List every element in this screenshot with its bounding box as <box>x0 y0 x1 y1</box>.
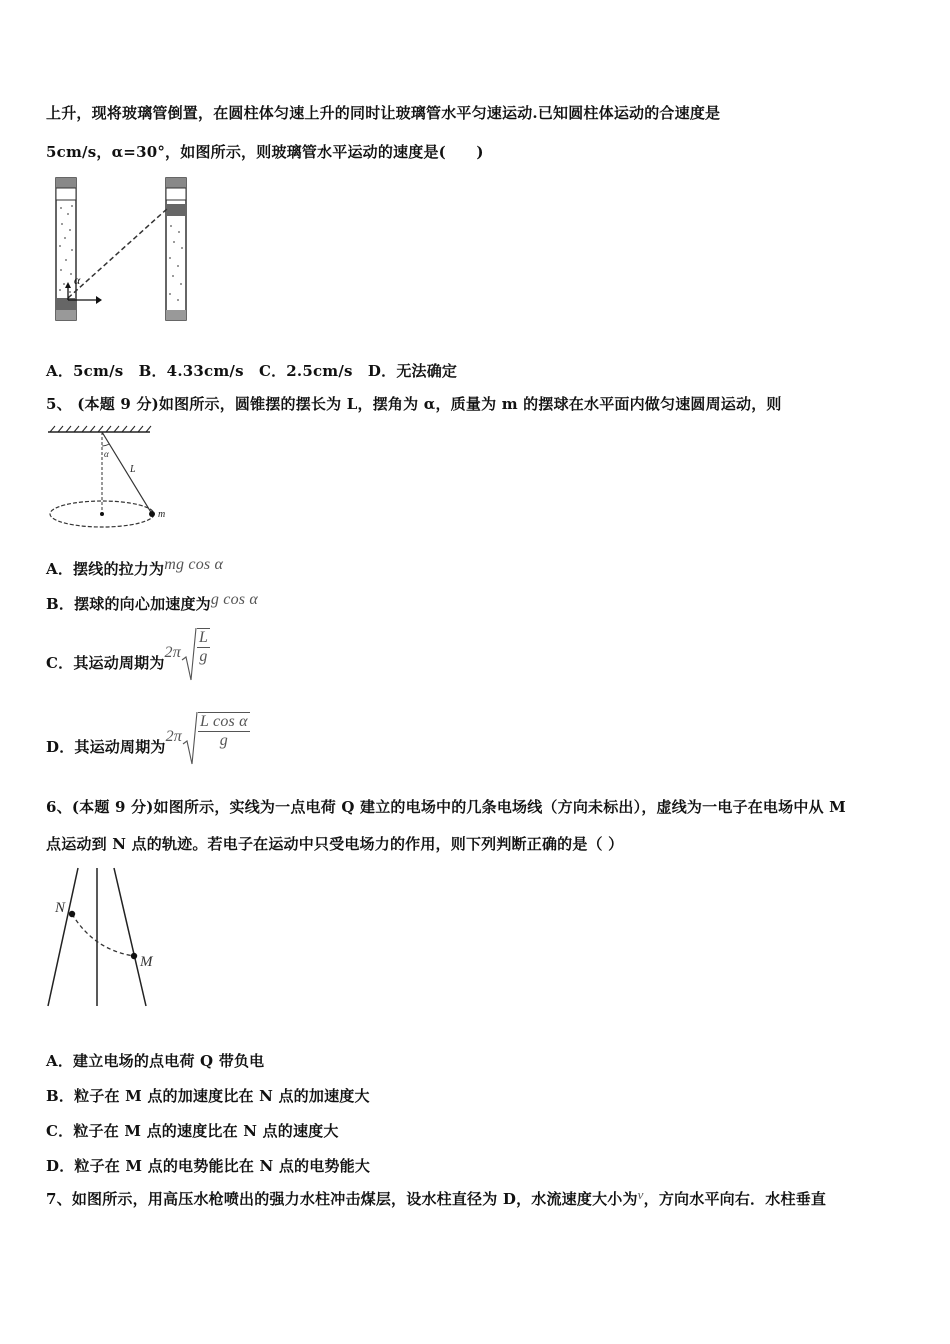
q6-electron-trajectory <box>72 914 134 956</box>
q6-point-m <box>131 953 137 959</box>
q5-option-b-text: B．摆球的向心加速度为 <box>46 595 211 613</box>
q6-field-line-right <box>114 868 146 1006</box>
q5-option-c-numerator: L <box>198 629 209 646</box>
q5-option-d-radical-icon <box>182 710 198 766</box>
q5-m-label: m <box>158 509 166 520</box>
q5-conical-pendulum-figure <box>46 424 176 534</box>
q5-option-d-text: D．其运动周期为 <box>46 738 166 756</box>
q7-velocity-symbol: v <box>637 1187 644 1202</box>
q5-alpha-label: α <box>104 449 109 459</box>
q6-option-d: D．粒子在 M 点的电势能比在 N 点的电势能大 <box>46 1157 371 1175</box>
q7-stem-part1: 7、如图所示，用高压水枪喷出的强力水柱冲击煤层，设水柱直径为 D，水流速度大小为 <box>46 1190 638 1208</box>
q6-electric-field-figure <box>44 864 174 1010</box>
q6-point-n <box>69 911 75 917</box>
q7-stem <box>46 1188 826 1209</box>
q4-stem-line1: 上升，现将玻璃管倒置，在圆柱体匀速上升的同时让玻璃管水平匀速运动.已知圆柱体运动的合速度是 <box>46 104 721 122</box>
q6-M-label: M <box>140 954 153 970</box>
q5-L-label: L <box>130 464 136 475</box>
q7-stem-part2: ，方向水平向右．水柱垂直 <box>643 1190 827 1208</box>
q5-option-d <box>46 710 250 766</box>
q5-option-a-text: A．摆线的拉力为 <box>46 560 165 578</box>
q5-option-b <box>46 593 258 614</box>
q5-option-b-formula: g cos α <box>210 591 259 608</box>
q5-option-d-fraction <box>198 712 250 750</box>
q5-option-d-numerator: L cos α <box>200 713 248 730</box>
q6-stem-line2: 点运动到 N 点的轨迹。若电子在运动中只受电场力的作用，则下列判断正确的是（ ） <box>46 835 624 853</box>
q4-glass-tube-figure <box>48 176 208 326</box>
q6-option-b: B．粒子在 M 点的加速度比在 N 点的加速度大 <box>46 1087 370 1105</box>
q5-option-a <box>46 558 223 579</box>
q6-option-c: C．粒子在 M 点的速度比在 N 点的速度大 <box>46 1122 339 1140</box>
q4-stem-line2: 5cm/s，α=30°，如图所示，则玻璃管水平运动的速度是( ) <box>46 143 484 161</box>
q5-option-c-coef: 2π <box>164 644 181 661</box>
q5-option-c-denominator: g <box>199 648 208 665</box>
q6-N-label: N <box>55 900 66 916</box>
q6-stem-line1: 6、(本题 9 分)如图所示，实线为一点电荷 Q 建立的电场中的几条电场线（方向未标出），虚线为一电子在电场中从 M <box>46 798 846 816</box>
q5-option-d-denominator: g <box>219 732 228 749</box>
q5-option-c-radical-icon <box>181 626 197 682</box>
q5-option-c-text: C．其运动周期为 <box>46 654 165 672</box>
q4-alpha-label: α <box>74 273 81 287</box>
q5-option-d-coef: 2π <box>165 728 183 745</box>
q5-stem: 5、 (本题 9 分)如图所示，圆锥摆的摆长为 L，摆角为 α，质量为 m 的摆球在水平面内做匀速圆周运动，则 <box>46 395 782 413</box>
q6-field-line-left <box>48 868 78 1006</box>
q5-option-c <box>46 626 210 682</box>
q4-options: A．5cm/s B．4.33cm/s C．2.5cm/s D．无法确定 <box>46 362 458 380</box>
q5-option-a-formula: mg cos α <box>164 556 224 573</box>
q5-option-c-fraction <box>197 628 210 666</box>
q6-option-a: A．建立电场的点电荷 Q 带负电 <box>46 1052 265 1070</box>
